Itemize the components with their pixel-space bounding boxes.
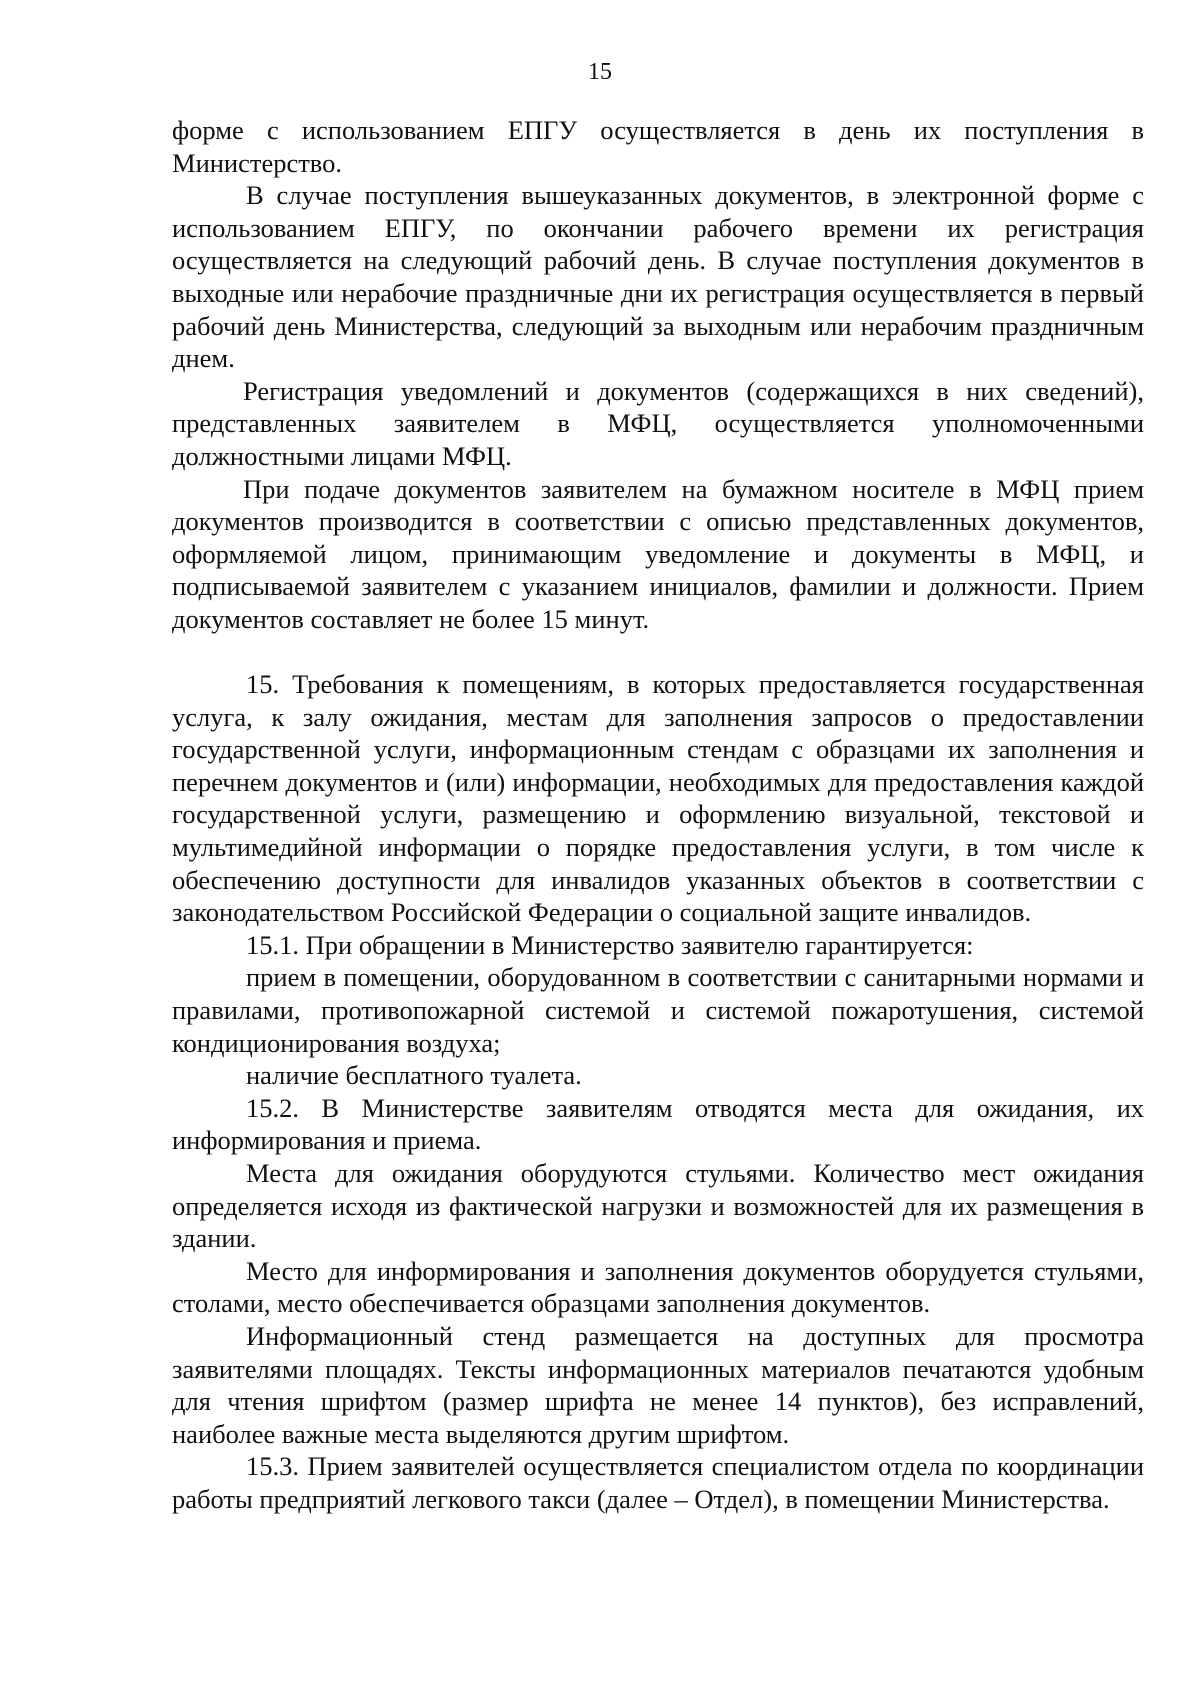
- section-gap: [172, 636, 1144, 669]
- paragraph-electronic-registration: В случае поступления вышеуказанных документов, в электронной форме с использованием ЕПГУ, по окончании рабочего времени их регистрация осуществляется на следующий рабочий день. В случае поступления документов в выходные или нерабочие праздничные дни их регистрация осуществляется в первый рабочий день Министерства, следующий за выходным или нерабочим праздничным днем.: [172, 180, 1144, 374]
- section-15-2: 15.2. В Министерстве заявителям отводятся места для ожидания, их информирования и приема.: [172, 1092, 1144, 1156]
- section-15-3: 15.3. Прием заявителей осуществляется специалистом отдела по координации работы предприятий легкового такси (далее – Отдел), в помещении Министерства.: [172, 1451, 1144, 1514]
- paragraph-waiting-places: Места для ожидания оборудуются стульями. Количество мест ожидания определяется исходя из фактической нагрузки и возможностей для их размещения в здании.: [172, 1158, 1144, 1254]
- section-15-heading: 15. Требования к помещениям, в которых предоставляется государственная услуга, к залу ожидания, местам для заполнения запросов о предоставлении государственной услуги, информационным стендам с образцами их заполнения и перечнем документов и (или) информации, необходимых для предоставления каждой государственной услуги, размещению и оформлению визуальной, текстовой и мультимедийной информации о порядке предоставления услуги, в том числе к обеспечению доступности для инвалидов указанных объектов в соответствии с законодательством Российской Федерации о социальной защите инвалидов.: [172, 669, 1144, 928]
- paragraph-information-place: Место для информирования и заполнения документов оборудуется стульями, столами, место обеспечивается образцами заполнения документов.: [172, 1255, 1144, 1319]
- paragraph-reception-premises: прием в помещении, оборудованном в соответствии с санитарными нормами и правилами, противопожарной системой и системой пожаротушения, системой кондиционирования воздуха;: [172, 962, 1144, 1058]
- paragraph-free-toilet: наличие бесплатного туалета.: [246, 1060, 582, 1091]
- paragraph-information-stand: Информационный стенд размещается на доступных для просмотра заявителями площадях. Тексты информационных материалов печатаются удобным для чтения шрифтом (размер шрифта не менее 14 пунктов), без исправлений, наиболее важные места выделяются другим шрифтом.: [172, 1320, 1144, 1449]
- paragraph-mfc-registration: Регистрация уведомлений и документов (содержащихся в них сведений), представленных заявителем в МФЦ, осуществляется уполномоченными должностными лицами МФЦ.: [172, 375, 1144, 471]
- paragraph-continuation: форме с использованием ЕПГУ осуществляется в день их поступления в Министерство.: [172, 115, 1144, 178]
- section-15-1: 15.1. При обращении в Министерство заявителю гарантируется:: [246, 929, 974, 960]
- paragraph-paper-submission: При подаче документов заявителем на бумажном носителе в МФЦ прием документов производится в соответствии с описью представленных документов, оформляемой лицом, принимающим уведомление и документы в МФЦ, и подписываемой заявителем с указанием инициалов, фамилии и должности. Прием документов составляет не более 15 минут.: [172, 473, 1144, 634]
- document-body: [172, 114, 1144, 1516]
- page-number: 15: [588, 59, 612, 85]
